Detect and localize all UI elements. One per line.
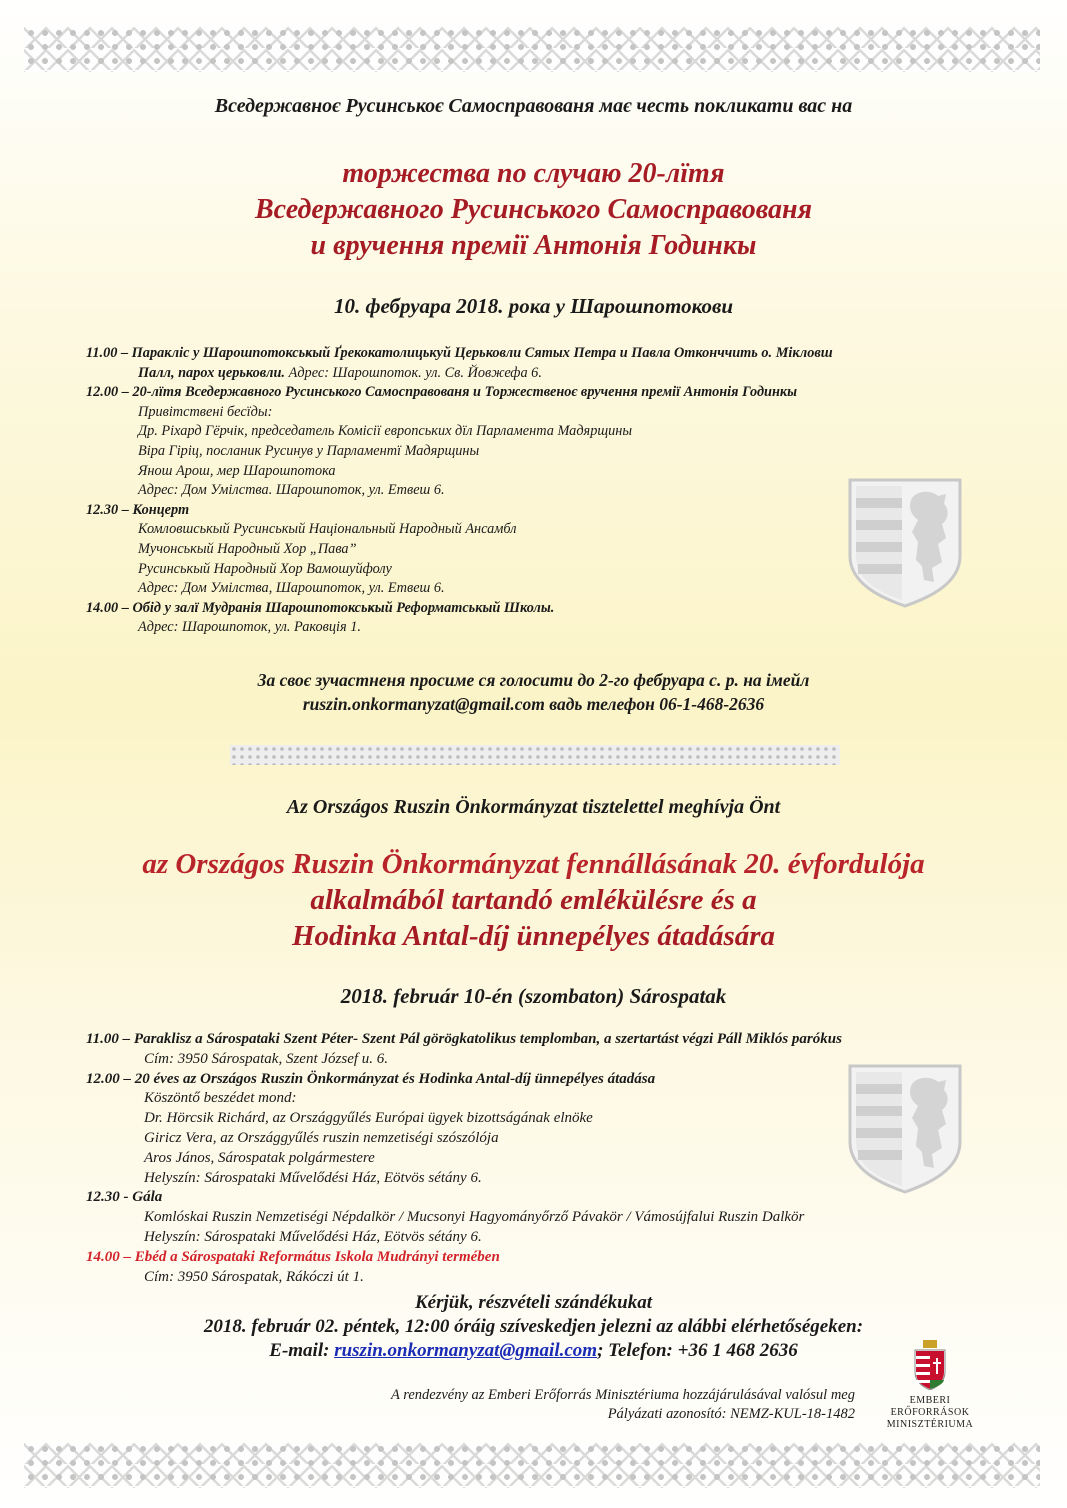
program-line-text: Aros János, Sárospatak polgármestere — [144, 1149, 375, 1166]
program-line-text: 11.00 – Paraklisz a Sárospataki Szent Péter- Szent Pál görögkatolikus templomban, a szertartást végzi Páll Miklós parókus — [86, 1031, 842, 1047]
program-line-text: 12.30 - Gála — [86, 1189, 163, 1206]
program-line — [86, 422, 833, 442]
coat-of-arms-icon — [846, 1062, 964, 1194]
program-line — [86, 1248, 842, 1268]
rusyn-title-line-1: торжества по случаю 20-лїтя — [342, 158, 725, 189]
program-line-text: Янош Арош, мер Шарошпотока — [138, 462, 336, 479]
program-line-text: Komlóskai Ruszin Nemzetiségi Népdalkör / Mucsonyi Hagyományőrző Pávakör / Vámosújfalui Ruszin Dalkör — [144, 1209, 805, 1226]
program-line-text: Dr. Hörcsik Richárd, az Országgyűlés Európai ügyek bizottságának elnöke — [144, 1110, 593, 1127]
program-line — [86, 540, 833, 560]
program-line — [86, 501, 833, 521]
program-line-text: Привітствені бесїды: — [138, 403, 273, 420]
program-line-text: Палл, парох церьковли. — [138, 364, 286, 381]
rusyn-program — [86, 344, 833, 638]
program-line — [86, 344, 833, 364]
rusyn-invite-line: Вседержавноє Русинськоє Самосправованя має честь покликати вас на — [214, 95, 853, 117]
program-line — [86, 1228, 842, 1248]
email-link[interactable]: ruszin.onkormanyzat@gmail.com — [334, 1340, 598, 1361]
program-line — [86, 520, 833, 540]
program-line — [86, 383, 833, 403]
rusyn-rsvp-line-1: За своє зучастненя просиме ся голосити до 2-го фебруара с. р. на імейл — [257, 670, 810, 690]
program-line-text: Русинськый Народный Хор Вамошуйфолу — [138, 560, 392, 577]
program-line-text: Мучонськый Народный Хор „Пава” — [138, 540, 357, 557]
program-line — [86, 1070, 842, 1090]
footer-grant-id: Pályázati azonosító: NEMZ-KUL-18-1482 — [607, 1406, 855, 1422]
program-line — [86, 364, 833, 384]
program-line-text: Адрес: Дом Умілства, Шарошпоток, ул. Етвеш 6. — [138, 580, 445, 597]
hu-program — [86, 1030, 842, 1287]
hu-event-date: 2018. február 10-én (szombaton) Sárospatak — [340, 984, 727, 1008]
hu-rsvp-line-1: Kérjük, részvételi szándékukat — [415, 1292, 652, 1313]
footer-support-note: A rendezvény az Emberi Erőforrás Minisztériuma hozzájárulásával valósul meg — [391, 1387, 855, 1403]
rusyn-rsvp-line-2: ruszin.onkormanyzat@gmail.com вадь телефон 06-1-468-2636 — [302, 694, 765, 714]
program-line-text: Giricz Vera, az Országgyűlés ruszin nemzetiségi szószólója — [144, 1129, 499, 1146]
program-line — [86, 1129, 842, 1149]
rusyn-title-line-3: и вручення премії Антонія Годинкы — [310, 230, 757, 261]
rusyn-title-line-2: Вседержавного Русинського Самосправованя — [254, 194, 812, 225]
program-line-text: 14.00 – Обід у залї Мудранія Шарошпотоксьҝый Реформатськый Школы. — [86, 599, 555, 616]
program-line-text: 14.00 – Ebéd a Sárospataki Református Iskola Mudrányi termében — [86, 1248, 500, 1265]
hu-title-line-3: Hodinka Antal-díj ünnepélyes átadására — [291, 920, 776, 952]
program-line — [86, 403, 833, 423]
ministry-name-line-2: MINISZTÉRIUMA — [886, 1419, 974, 1430]
hu-title-line-2: alkalmából tartandó emlékülésre és a — [310, 884, 757, 916]
program-line-text: Cím: 3950 Sárospatak, Szent József u. 6. — [144, 1050, 389, 1067]
program-line — [86, 1109, 842, 1129]
program-line — [86, 1030, 842, 1050]
program-line-text: 12.30 – Концерт — [86, 501, 190, 518]
program-line-text: Helyszín: Sárospataki Művelődési Ház, Eötvös sétány 6. — [144, 1228, 482, 1245]
program-line-text: Др. Ріхард Гёрчік, председатель Комісії европських дїл Парламента Мадярщины — [138, 423, 633, 440]
program-line — [86, 1268, 842, 1288]
program-line — [86, 1149, 842, 1169]
program-line — [86, 462, 833, 482]
program-line-text: Köszöntő beszédet mond: — [144, 1090, 297, 1107]
program-line-text: Адрес: Дом Умілства. Шарошпоток, ул. Етвеш 6. — [138, 482, 445, 499]
program-line — [86, 1208, 842, 1228]
top-ornament-band — [24, 26, 1040, 72]
program-line — [86, 1169, 842, 1189]
program-line — [86, 481, 833, 501]
coat-of-arms-icon — [846, 476, 964, 608]
program-line — [86, 442, 833, 462]
program-line — [86, 560, 833, 580]
program-line-text: Комловшськый Русинськый Національный Народный Ансамбл — [138, 521, 517, 538]
section-divider-ornament — [230, 745, 840, 765]
program-line — [86, 1089, 842, 1109]
rusyn-event-date: 10. фебруара 2018. рока у Шарошпотокови — [333, 294, 734, 318]
program-line-text: 11.00 – Паракліс у Шарошпотоксьҝый Ґрекокатолицькуй Церьковли Сятых Петра и Павла Отконччить о. Мікловш — [86, 345, 833, 361]
hu-rsvp-line-2: 2018. február 02. péntek, 12:00 óráig szíveskedjen jelezni az alábbi elérhetőségeken: — [203, 1316, 864, 1337]
program-line — [86, 1050, 842, 1070]
program-line-text: Cím: 3950 Sárospatak, Rákóczi út 1. — [144, 1268, 364, 1285]
rusyn-coat-of-arms — [846, 476, 964, 613]
program-line-text: 12.00 – 20 éves az Országos Ruszin Önkormányzat és Hodinka Antal-díj ünnepélyes átadása — [86, 1070, 656, 1087]
program-line-text: 12.00 – 20-лїтя Вседержавного Русинського Самосправованя и Торжественоє вручення премії Антонія Годинкы — [86, 384, 798, 401]
ministry-logo — [870, 1340, 990, 1431]
hu-title-line-1: az Országos Ruszin Önkormányzat fennállásának 20. évfordulója — [142, 848, 925, 880]
program-line-text: Helyszín: Sárospataki Művelődési Ház, Eötvös sétány 6. — [144, 1169, 482, 1186]
hu-coat-of-arms — [846, 1062, 964, 1199]
program-line-text: Адрес: Шарошпоток, ул. Раковція 1. — [138, 619, 361, 636]
hungarian-crest-icon — [913, 1340, 947, 1390]
email-label: E-mail: — [269, 1340, 330, 1361]
hu-invite-line: Az Országos Ruszin Önkormányzat tisztelettel meghívja Önt — [286, 796, 781, 818]
phone-text: ; Telefon: +36 1 468 2636 — [597, 1340, 798, 1361]
program-line-address: Адрес: Шарошпоток. ул. Св. Йовжефа 6. — [285, 364, 542, 381]
program-line — [86, 1188, 842, 1208]
program-line — [86, 579, 833, 599]
ministry-name-line-1: EMBERI ERŐFORRÁSOK — [890, 1395, 970, 1418]
program-line-text: Віра Гіріц, посланик Русинув у Парламентї Мадярщины — [138, 442, 480, 459]
bottom-ornament-band — [24, 1442, 1040, 1488]
program-line — [86, 599, 833, 619]
program-line — [86, 618, 833, 638]
